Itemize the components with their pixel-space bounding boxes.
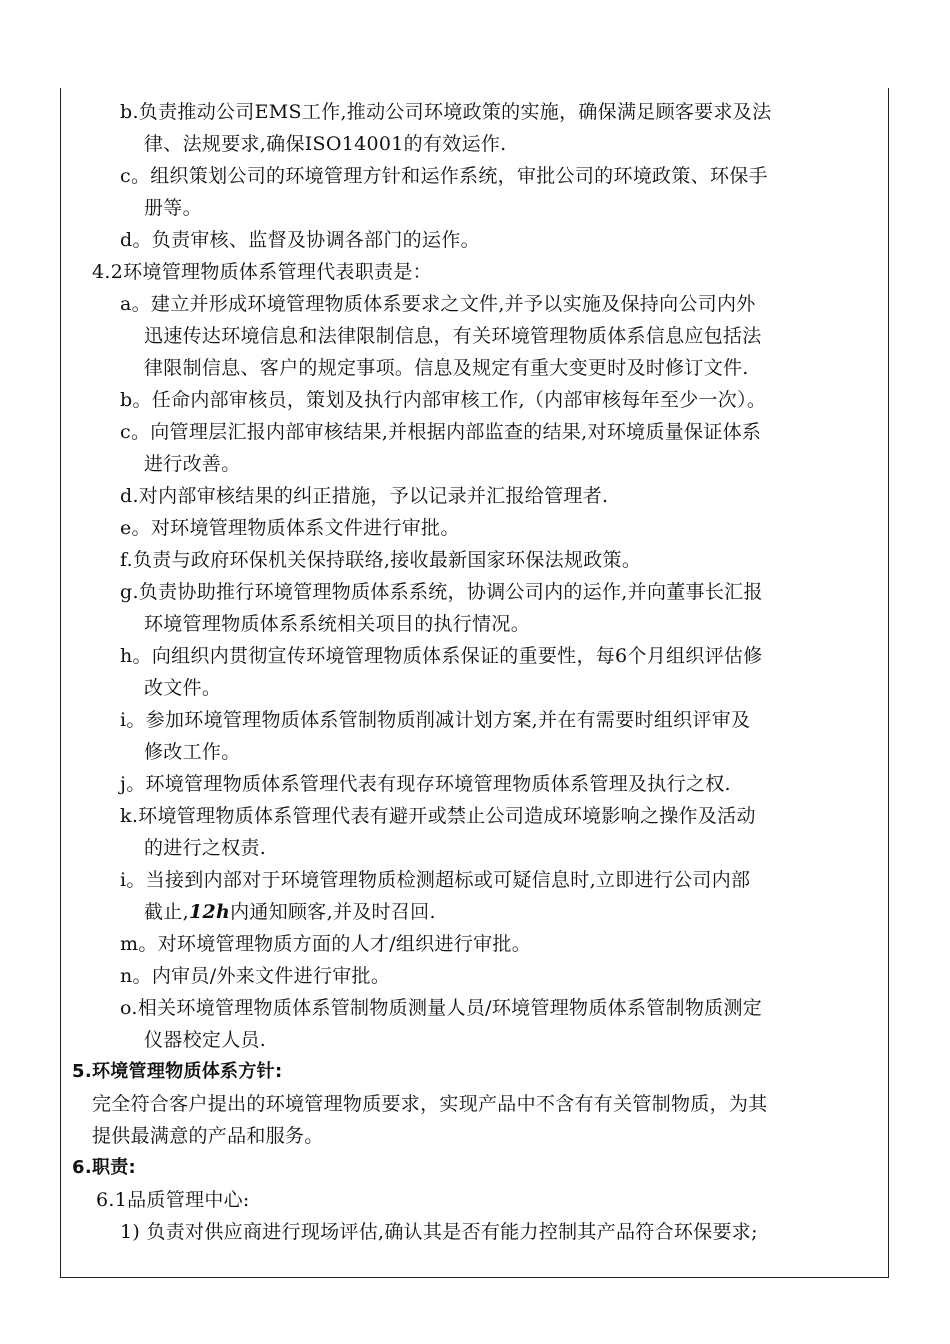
subsection-4-2-title: 4.2环境管理物质体系管理代表职责是：	[92, 261, 432, 283]
rep-duty-o-line1: o.相关环境管理物质体系管制物质测量人员/环境管理物质体系管制物质测定	[120, 997, 763, 1019]
section-5-title: 5.环境管理物质体系方针:	[72, 1061, 283, 1082]
rep-duty-o-line2: 仪器校定人员.	[144, 1029, 267, 1051]
policy-body-line1: 完全符合客户提出的环境管理物质要求，实现产品中不含有有关管制物质，为其	[92, 1093, 768, 1115]
rep-duty-a-line1: a。建立并形成环境管理物质体系要求之文件,并予以实施及保持向公司内外	[120, 293, 756, 315]
rep-duty-m: m。对环境管理物质方面的人才/组织进行审批。	[120, 933, 532, 955]
rep-duty-b: b。任命内部审核员，策划及执行内部审核工作,（内部审核每年至少一次）。	[120, 389, 767, 411]
rep-duty-i2-hours: 12h	[188, 901, 231, 923]
rep-duty-i2-line1: i。当接到内部对于环境管理物质检测超标或可疑信息时,立即进行公司内部	[120, 869, 751, 891]
rep-duty-c-line2: 进行改善。	[144, 453, 241, 475]
rep-duty-k-line2: 的进行之权责.	[144, 837, 267, 859]
rep-duty-e: e。对环境管理物质体系文件进行审批。	[120, 517, 460, 539]
duty-item-b-line2: 律、法规要求,确保ISO14001的有效运作.	[144, 133, 507, 155]
rep-duty-f: f.负责与政府环保机关保持联络,接收最新国家环保法规政策。	[120, 549, 642, 571]
section-6-title: 6.职责:	[72, 1157, 137, 1178]
rep-duty-h-line1: h。向组织内贯彻宣传环境管理物质体系保证的重要性，每6个月组织评估修	[120, 645, 763, 667]
duty-item-c-line1: c。组织策划公司的环境管理方针和运作系统，审批公司的环境政策、环保手	[120, 165, 768, 187]
rep-duty-g-line1: g.负责协助推行环境管理物质体系系统，协调公司内的运作,并向董事长汇报	[120, 581, 763, 603]
rep-duty-i2-line2-post: 内通知顾客,并及时召回.	[230, 901, 436, 923]
rep-duty-j: j。环境管理物质体系管理代表有现存环境管理物质体系管理及执行之权.	[120, 773, 731, 795]
rep-duty-n: n。内审员/外来文件进行审批。	[120, 965, 391, 987]
policy-body-line2: 提供最满意的产品和服务。	[92, 1125, 324, 1147]
rep-duty-h-line2: 改文件。	[144, 677, 222, 699]
rep-duty-i2-line2-pre: 截止,	[144, 901, 189, 923]
rep-duty-i-line1: i。参加环境管理物质体系管制物质削减计划方案,并在有需要时组织评审及	[120, 709, 751, 731]
rep-duty-i2-line2	[144, 900, 436, 924]
duty-item-d: d。负责审核、监督及协调各部门的运作。	[120, 229, 480, 251]
duty-item-b-line1: b.负责推动公司EMS工作,推动公司环境政策的实施，确保满足顾客要求及法	[120, 101, 772, 123]
subsection-6-1-title: 6.1品质管理中心:	[96, 1189, 250, 1211]
rep-duty-c-line1: c。向管理层汇报内部审核结果,并根据内部监查的结果,对环境质量保证体系	[120, 421, 762, 443]
rep-duty-d: d.对内部审核结果的纠正措施，予以记录并汇报给管理者.	[120, 485, 609, 507]
duty-item-c-line2: 册等。	[144, 197, 202, 219]
qc-duty-item-1: 1) 负责对供应商进行现场评估,确认其是否有能力控制其产品符合环保要求;	[120, 1221, 758, 1243]
rep-duty-a-line2: 迅速传达环境信息和法律限制信息，有关环境管理物质体系信息应包括法	[144, 325, 762, 347]
rep-duty-a-line3: 律限制信息、客户的规定事项。信息及规定有重大变更时及时修订文件.	[144, 357, 749, 379]
rep-duty-i-line2: 修改工作。	[144, 741, 241, 763]
rep-duty-k-line1: k.环境管理物质体系管理代表有避开或禁止公司造成环境影响之操作及活动	[120, 805, 756, 827]
rep-duty-g-line2: 环境管理物质体系系统相关项目的执行情况。	[144, 613, 531, 635]
